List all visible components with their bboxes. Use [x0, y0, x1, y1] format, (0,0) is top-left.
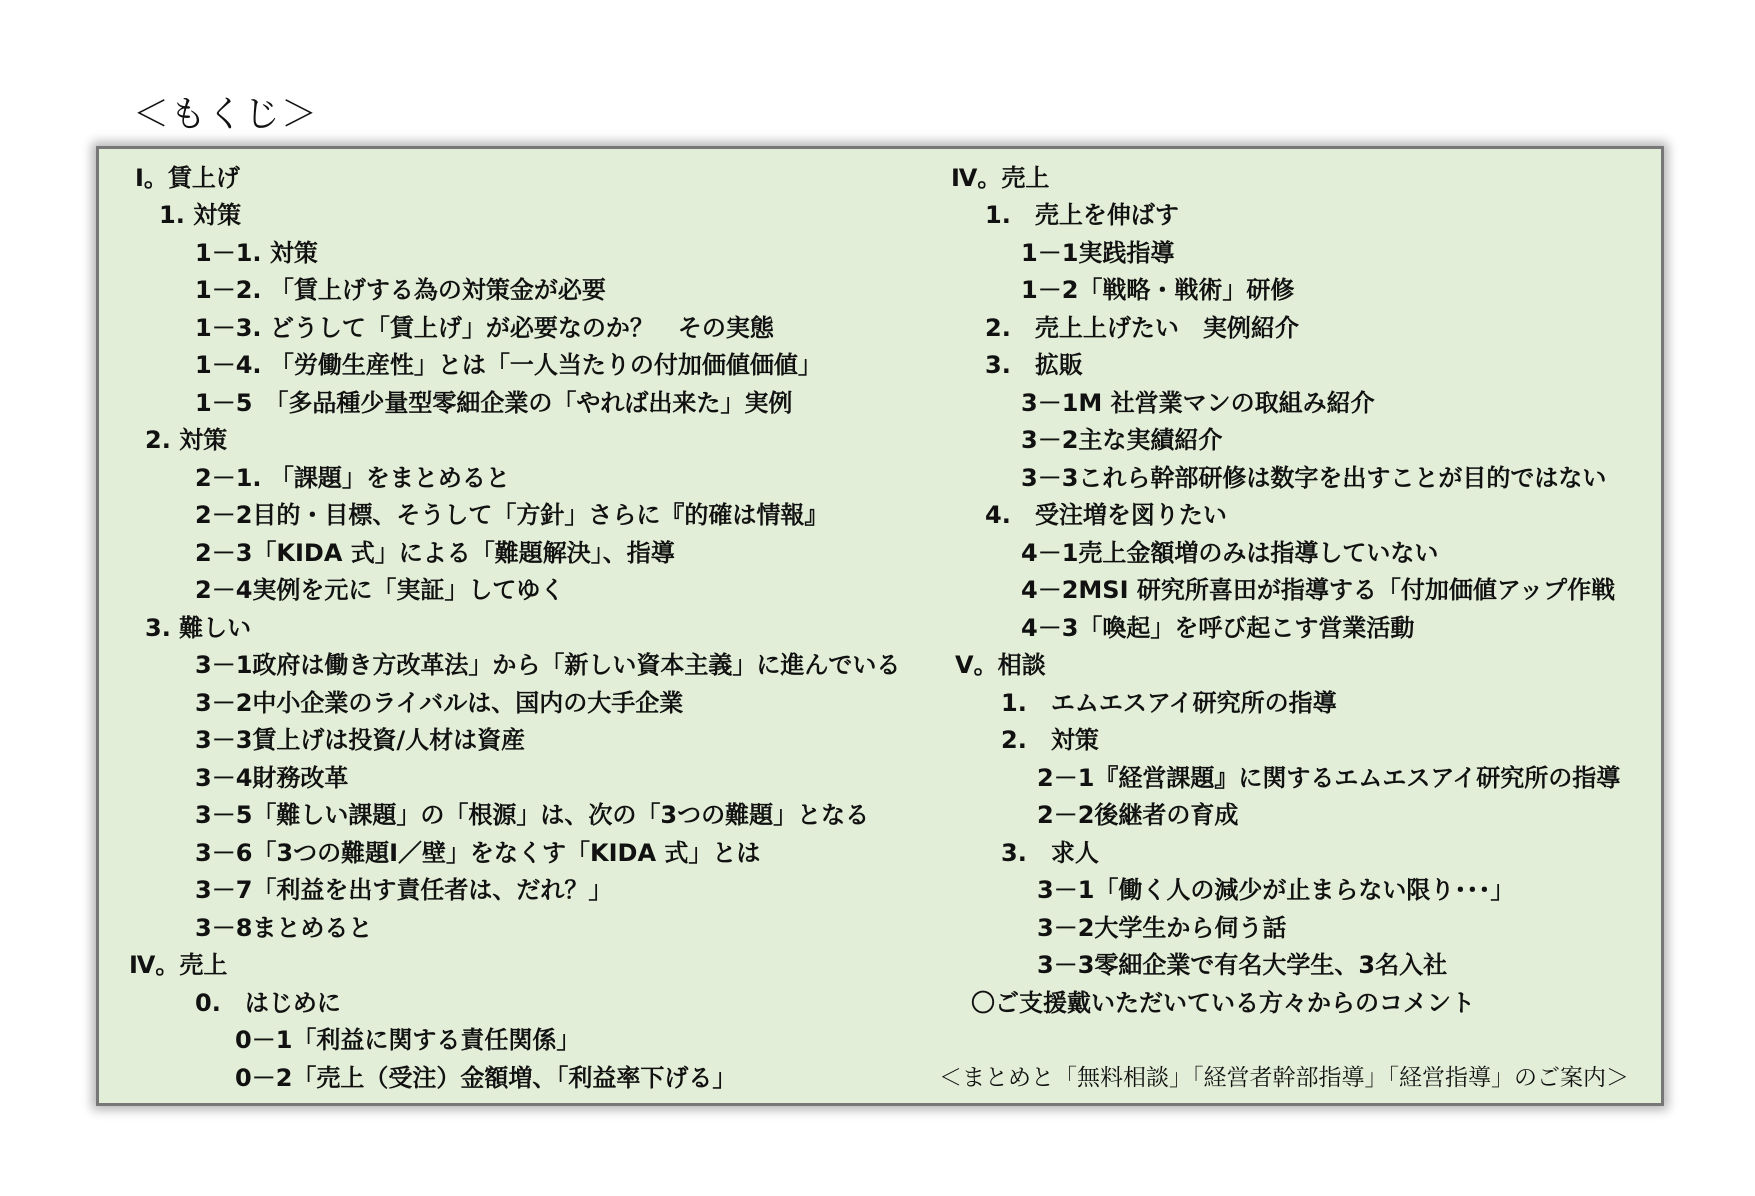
toc-subitem: 3－7「利益を出す責任者は、だれ？」: [195, 876, 613, 904]
toc-subitem: 1－1実践指導: [1021, 239, 1175, 267]
toc-subitem: 0－2「売上（受注）金額増、「利益率下げる」: [235, 1064, 737, 1092]
toc-section-1: Ⅰ。賃上げ: [135, 164, 240, 192]
toc-subitem: 3－1M 社営業マンの取組み紹介: [1021, 389, 1375, 417]
toc-subitem: 3－6「3つの難題Ⅰ／壁」をなくす「KIDA 式」とは: [195, 839, 761, 867]
toc-subitem: 2－2後継者の育成: [1037, 801, 1239, 829]
toc-subitem: 3－1政府は働き方改革法」から「新しい資本主義」に進んでいる: [195, 651, 901, 679]
toc-section-4: Ⅳ。売上: [129, 951, 228, 979]
closing-note: ＜まとめと「無料相談」「経営者幹部指導」「経営指導」のご案内＞: [939, 1065, 1629, 1091]
toc-item: 3. 難しい: [145, 614, 252, 642]
toc-subitem: 2－3「KIDA 式」による「難題解決」、指導: [195, 539, 675, 567]
toc-subitem: 0－1「利益に関する責任関係」: [235, 1026, 581, 1054]
toc-subitem: 3－3零細企業で有名大学生、3名入社: [1037, 951, 1448, 979]
toc-subitem: 3－8まとめると: [195, 914, 373, 942]
toc-subitem: 1－4. 「労働生産性」とは「一人当たりの付加価値価値」: [195, 351, 822, 379]
toc-section-4: Ⅳ。売上: [951, 164, 1050, 192]
toc-subitem: 4－2MSI 研究所喜田が指導する「付加価値アップ作戦: [1021, 576, 1616, 604]
toc-item: 2. 売上上げたい 実例紹介: [985, 314, 1299, 342]
table-of-contents-box: [96, 146, 1664, 1106]
toc-subitem: 4－1売上金額増のみは指導していない: [1021, 539, 1439, 567]
toc-item: 2. 対策: [145, 426, 228, 454]
toc-item: 4. 受注増を図りたい: [985, 501, 1227, 529]
toc-subitem: 1－2「戦略・戦術」研修: [1021, 276, 1295, 304]
toc-subitem: 3－2中小企業のライバルは、国内の大手企業: [195, 689, 684, 717]
toc-item: 1. 対策: [159, 201, 242, 229]
toc-subitem: 3－4財務改革: [195, 764, 349, 792]
page-title: ＜もくじ＞: [133, 94, 319, 135]
toc-subitem: 3－1「働く人の減少が止まらない限り･･･」: [1037, 876, 1515, 904]
toc-subitem: 3－3賃上げは投資/人材は資産: [195, 726, 526, 754]
toc-subitem: 3－2大学生から伺う話: [1037, 914, 1287, 942]
toc-item: 0. はじめに: [195, 989, 341, 1017]
toc-subitem: 1－1. 対策: [195, 239, 318, 267]
toc-subitem: 2－4実例を元に「実証」してゆく: [195, 576, 565, 604]
toc-section-5: Ⅴ。相談: [955, 651, 1046, 679]
toc-subitem: 2－1. 「課題」をまとめると: [195, 464, 510, 492]
toc-subitem: 2－1『経営課題』に関するエムエスアイ研究所の指導: [1037, 764, 1621, 792]
toc-subitem: 1－3. どうして「賃上げ」が必要なのか？ その実態: [195, 314, 774, 342]
toc-item: 3. 拡販: [985, 351, 1083, 379]
toc-item: 1. 売上を伸ばす: [985, 201, 1179, 229]
toc-item-comments: 〇ご支援戴いただいている方々からのコメント: [971, 989, 1475, 1017]
toc-subitem: 3－5「難しい課題」の「根源」は、次の「3つの難題」となる: [195, 801, 870, 829]
toc-subitem: 2－2目的・目標、そうして「方針」さらに『的確は情報』: [195, 501, 829, 529]
toc-item: 2. 対策: [1001, 726, 1099, 754]
toc-item: 1. エムエスアイ研究所の指導: [1001, 689, 1337, 717]
toc-subitem: 1－5 「多品種少量型零細企業の「やれば出来た」実例: [195, 389, 793, 417]
toc-subitem: 1－2. 「賃上げする為の対策金が必要: [195, 276, 606, 304]
toc-item: 3. 求人: [1001, 839, 1099, 867]
toc-subitem: 3－3これら幹部研修は数字を出すことが目的ではない: [1021, 464, 1607, 492]
toc-subitem: 3－2主な実績紹介: [1021, 426, 1223, 454]
toc-subitem: 4－3「喚起」を呼び起こす営業活動: [1021, 614, 1415, 642]
